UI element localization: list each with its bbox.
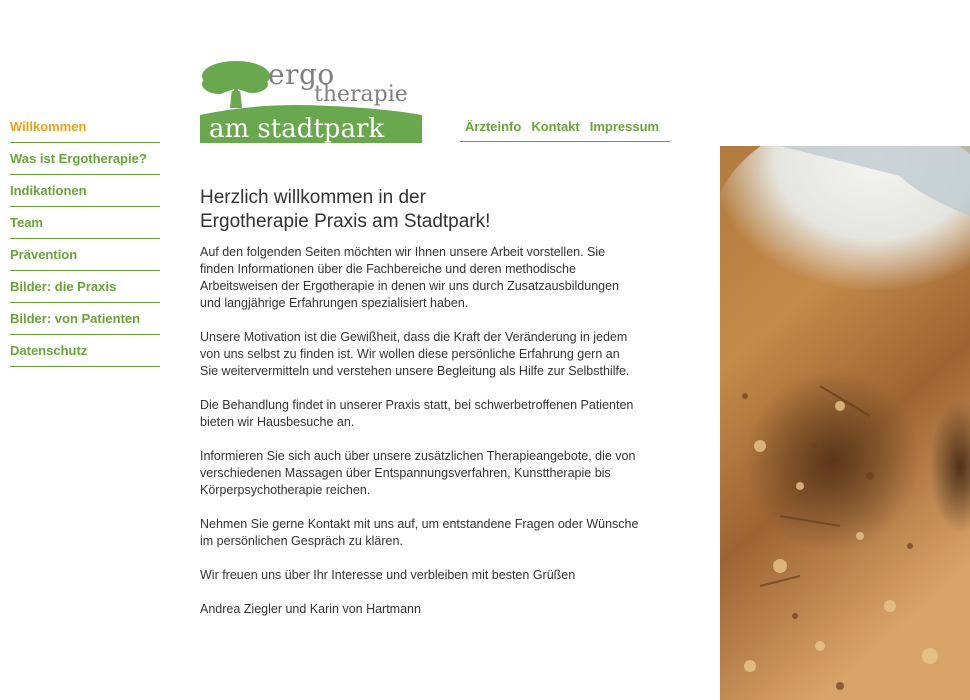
closing-paragraph: Wir freuen uns über Ihr Interesse und verbleiben mit besten Grüßen bbox=[200, 568, 576, 582]
logo-text-therapie: therapie bbox=[314, 82, 408, 107]
treatment-paragraph: Die Behandlung findet in unserer Praxis statt, bei schwerbetroffenen Patienten bieten wir Hausbesuche an. bbox=[200, 398, 634, 429]
page-title-line-2: Ergotherapie Praxis am Stadtpark! bbox=[200, 211, 491, 232]
earth-texture-image bbox=[720, 146, 970, 700]
contact-paragraph: Nehmen Sie gerne Kontakt mit uns auf, um entstandene Fragen oder Wünsche im persönlichen Gespräch zu klären. bbox=[200, 517, 639, 548]
sidebar-link-praevention[interactable]: Prävention bbox=[10, 247, 78, 262]
topnav-link-kontakt[interactable]: Kontakt bbox=[531, 119, 580, 134]
decorative-earth-image bbox=[720, 146, 970, 700]
sidebar-link-bilder-patienten[interactable]: Bilder: von Patienten bbox=[10, 311, 141, 326]
sidebar-item-team bbox=[10, 208, 160, 239]
motivation-paragraph: Unsere Motivation ist die Gewißheit, dass die Kraft der Veränderung in jedem von uns selbst zu finden ist. Wir wollen diese persönliche Erfahrung gern an Sie weitervermitteln und verstehen unsere Begleitung als Hilfe zur Selbsthilfe. bbox=[200, 330, 630, 378]
logo-text-am-stadtpark: am stadtpark bbox=[200, 115, 422, 143]
signature: Andrea Ziegler und Karin von Hartmann bbox=[200, 602, 421, 616]
top-nav bbox=[460, 112, 670, 142]
sidebar-item-praevention bbox=[10, 240, 160, 271]
sidebar-item-bilder-praxis bbox=[10, 272, 160, 303]
sidebar-link-indikationen[interactable]: Indikationen bbox=[10, 183, 87, 198]
sidebar-item-indikationen bbox=[10, 176, 160, 207]
sidebar-item-was-ist-ergotherapie bbox=[10, 144, 160, 175]
page-title-line-1: Herzlich willkommen in der bbox=[200, 187, 426, 208]
topnav-link-aerzteinfo[interactable]: Ärzteinfo bbox=[465, 119, 522, 134]
topnav-link-impressum[interactable]: Impressum bbox=[589, 119, 660, 134]
sidebar-item-bilder-patienten bbox=[10, 304, 160, 335]
page-title bbox=[200, 186, 640, 234]
logo-text-ergo: ergo bbox=[268, 58, 335, 91]
main-content bbox=[200, 186, 640, 635]
offers-paragraph: Informieren Sie sich auch über unsere zusätzlichen Therapieangebote, die von verschiedenen Massagen über Entspannungsverfahren, Kunsttherapie bis Körperpsychotherapie reichen. bbox=[200, 449, 636, 497]
sidebar-link-datenschutz[interactable]: Datenschutz bbox=[10, 343, 88, 358]
sidebar-item-willkommen bbox=[10, 112, 160, 143]
sidebar-link-was-ist-ergotherapie[interactable]: Was ist Ergotherapie? bbox=[10, 151, 147, 166]
sidebar-link-team[interactable]: Team bbox=[10, 215, 43, 230]
sidebar-link-bilder-praxis[interactable]: Bilder: die Praxis bbox=[10, 279, 117, 294]
site-logo[interactable] bbox=[200, 58, 422, 143]
sidebar-nav bbox=[10, 112, 160, 368]
sidebar-item-datenschutz bbox=[10, 336, 160, 367]
intro-paragraph: Auf den folgenden Seiten möchten wir Ihnen unsere Arbeit vorstellen. Sie finden Informationen über die Fachbereiche und deren methodische Arbeitsweisen der Ergotherapie in denen wir uns durch Zusatzausbildungen und langjährige Erfahrungen spezialisiert haben. bbox=[200, 245, 620, 310]
sidebar-link-willkommen[interactable]: Willkommen bbox=[10, 119, 87, 134]
